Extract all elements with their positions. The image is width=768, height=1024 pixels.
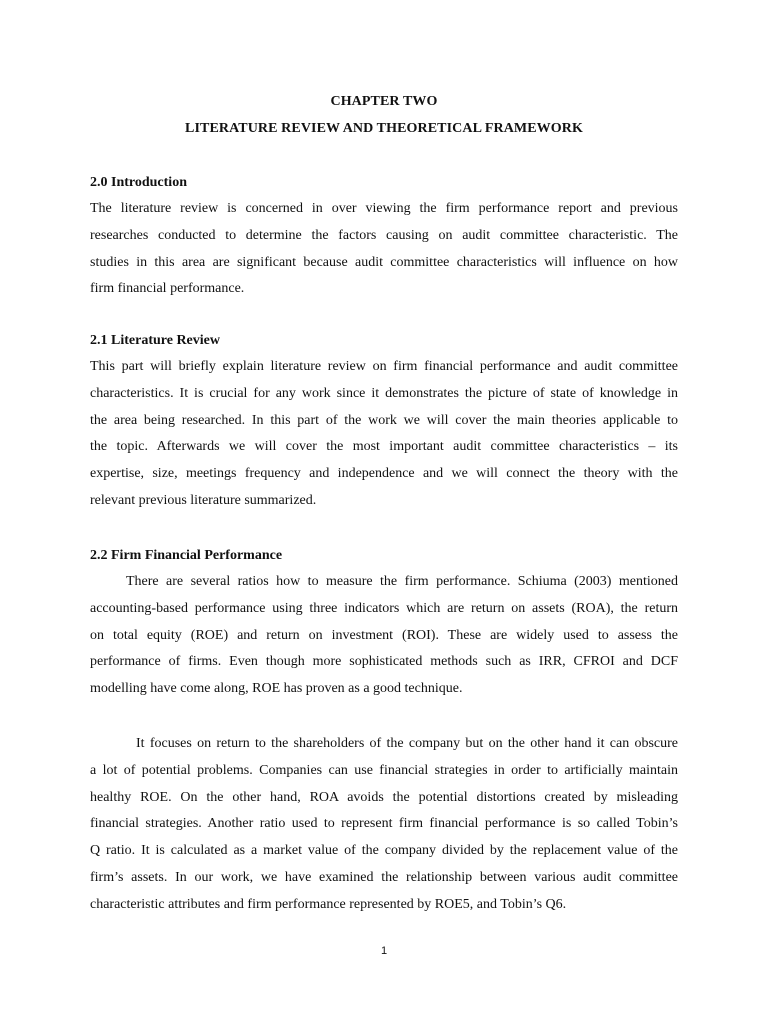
text-line: the area being researched. In this part of the work we will cover the main theories applicable to (90, 412, 678, 428)
text-line: There are several ratios how to measure the firm performance. Schiuma (2003) mentioned (126, 574, 678, 589)
section-heading-literature-review: 2.1 Literature Review (90, 333, 220, 348)
paragraph-firm-financial-performance (90, 569, 678, 703)
paragraph-introduction (90, 196, 678, 303)
section-heading-introduction: 2.0 Introduction (90, 175, 187, 190)
text-line: a lot of potential problems. Companies can use financial strategies in order to artificially maintain (90, 762, 678, 778)
text-line: firm financial performance. (90, 281, 245, 297)
text-line: characteristic attributes and firm performance represented by ROE5, and Tobin’s Q6. (90, 896, 567, 912)
text-line: characteristics. It is crucial for any work since it demonstrates the picture of state of knowledge in (90, 385, 678, 401)
text-line: on total equity (ROE) and return on investment (ROI). These are widely used to assess the (90, 627, 678, 643)
paragraph-return-focus (90, 731, 678, 919)
text-line: Q ratio. It is calculated as a market value of the company divided by the replacement value of the (90, 843, 678, 859)
text-line: financial strategies. Another ratio used to represent firm financial performance is so called Tobin’s (90, 816, 678, 832)
chapter-title: CHAPTER TWO (330, 94, 438, 109)
section-heading-firm-financial-performance: 2.2 Firm Financial Performance (90, 548, 283, 563)
paragraph-literature-review (90, 354, 678, 515)
text-line: modelling have come along, ROE has proven as a good technique. (90, 681, 463, 697)
text-line: studies in this area are significant because audit committee characteristics will influence on how (90, 254, 678, 270)
text-line: firm’s assets. In our work, we have examined the relationship between various audit committee (90, 869, 678, 885)
text-line: relevant previous literature summarized. (90, 492, 317, 508)
text-line: the topic. Afterwards we will cover the most important audit committee characteristics – its (90, 439, 678, 455)
text-line: It focuses on return to the shareholders of the company but on the other hand it can obscure (136, 736, 678, 751)
text-line: This part will briefly explain literature review on firm financial performance and audit committee (90, 359, 678, 374)
text-line: The literature review is concerned in over viewing the firm performance report and previous (90, 201, 678, 216)
text-line: healthy ROE. On the other hand, ROA avoids the potential distortions created by misleading (90, 789, 678, 805)
text-line: expertise, size, meetings frequency and independence and we will connect the theory with the (90, 466, 678, 482)
text-line: performance of firms. Even though more sophisticated methods such as IRR, CFROI and DCF (90, 654, 678, 670)
page-number: 1 (380, 945, 388, 957)
text-line: researches conducted to determine the factors causing on audit committee characteristic. The (90, 227, 678, 243)
text-line: accounting-based performance using three indicators which are return on assets (ROA), the return (90, 600, 678, 616)
chapter-subtitle: LITERATURE REVIEW AND THEORETICAL FRAMEWORK (185, 121, 583, 136)
